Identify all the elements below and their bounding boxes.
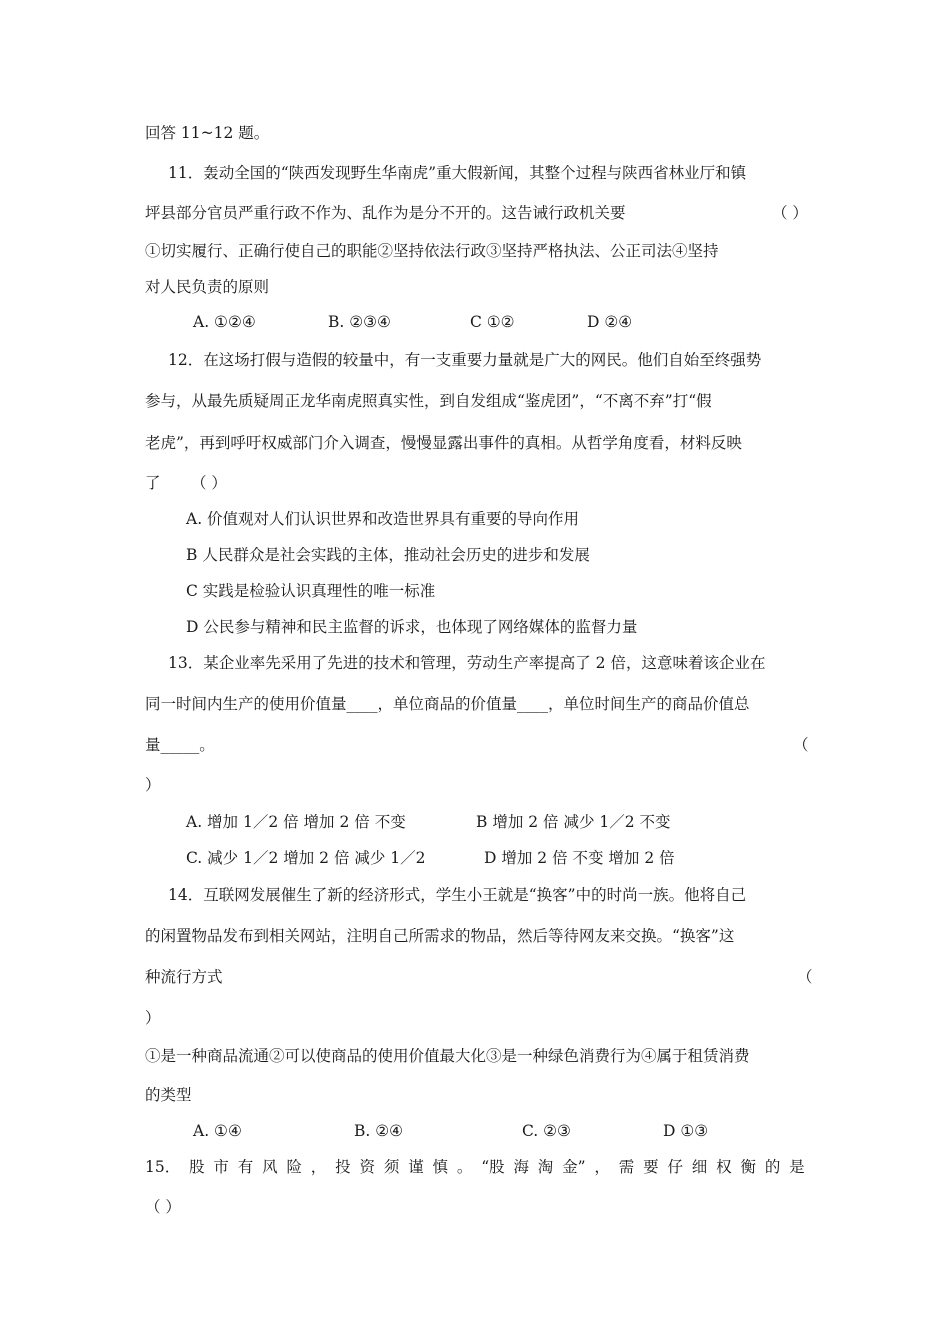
q13-bracket-close: ）	[145, 776, 161, 794]
q15-char: 权	[716, 1158, 732, 1176]
q11-line-3: ①切实履行、正确行使自己的职能②坚持依法行政③坚持严格执法、公正司法④坚持	[145, 242, 719, 260]
q12-option-d: D 公民参与精神和民主监督的诉求，也体现了网络媒体的监督力量	[186, 618, 638, 636]
q14-option-d: D ①③	[663, 1122, 709, 1140]
q15-char: 需	[618, 1158, 635, 1176]
q15-char: 15．	[145, 1158, 181, 1176]
q13-option-b: B 增加 2 倍 减少 1／2 不变	[476, 813, 671, 831]
q11-option-a: A. ①②④	[193, 313, 256, 331]
q15-char: 淘	[537, 1158, 554, 1176]
q13-bracket-open: （	[793, 736, 809, 754]
q15-char: 慎	[432, 1158, 449, 1176]
q15-char: 金”	[562, 1158, 586, 1176]
q15-answer-bracket: （ ）	[145, 1198, 181, 1216]
q12-line-4: 了	[145, 474, 161, 492]
q11-line-2: 坪县部分官员严重行政不作为、乱作为是分不开的。这告诫行政机关要	[145, 204, 626, 222]
q15-char: 投	[335, 1158, 351, 1176]
q15-char: 股	[189, 1158, 205, 1176]
q11-option-b: B. ②③④	[328, 313, 391, 331]
q14-option-c: C. ②③	[522, 1122, 571, 1140]
q12-option-b: B 人民群众是社会实践的主体，推动社会历史的进步和发展	[186, 546, 590, 564]
q15-line-1	[145, 1157, 805, 1177]
q11-option-d: D ②④	[587, 313, 633, 331]
q14-line-4: ①是一种商品流通②可以使商品的使用价值最大化③是一种绿色消费行为④属于租赁消费	[145, 1047, 750, 1065]
q11-line-1: 11．轰动全国的“陕西发现野生华南虎”重大假新闻，其整个过程与陕西省林业厅和镇	[168, 164, 747, 182]
q15-char: 有	[237, 1158, 254, 1176]
q12-option-c: C 实践是检验认识真理性的唯一标准	[186, 582, 436, 600]
q15-char: 的	[764, 1158, 781, 1176]
intro-text: 回答 11~12 题。	[145, 124, 270, 142]
q15-char: 资	[359, 1158, 375, 1176]
q12-line-2: 参与，从最先质疑周正龙华南虎照真实性，到自发组成“鉴虎团”，“不离不弃”打“假	[145, 392, 712, 410]
q15-char: 险	[286, 1158, 302, 1176]
q11-option-c: C ①②	[470, 313, 515, 331]
q14-option-a: A. ①④	[193, 1122, 242, 1140]
q14-bracket-open: （	[797, 968, 813, 986]
q14-line-2: 的闲置物品发布到相关网站，注明自己所需求的物品，然后等待网友来交换。“换客”这	[145, 927, 735, 945]
q13-line-3: 量_____。	[145, 736, 215, 754]
q13-line-2: 同一时间内生产的使用价值量____，单位商品的价值量____，单位时间生产的商品价值总	[145, 695, 750, 713]
q11-answer-bracket: （ ）	[772, 204, 808, 222]
q14-bracket-close: ）	[145, 1009, 161, 1027]
q15-char: “股	[481, 1158, 505, 1176]
q15-char: 。	[456, 1158, 473, 1176]
q15-char: 市	[213, 1158, 229, 1176]
q15-char: 细	[691, 1158, 708, 1176]
q15-char: 仔	[667, 1158, 683, 1176]
q13-line-1: 13．某企业率先采用了先进的技术和管理，劳动生产率提高了 2 倍，这意味着该企业在	[168, 654, 766, 672]
q15-char: ，	[594, 1158, 610, 1176]
q12-line-1: 12．在这场打假与造假的较量中，有一支重要力量就是广大的网民。他们自始至终强势	[168, 351, 762, 369]
q15-char: 须	[383, 1158, 400, 1176]
q14-line-3: 种流行方式	[145, 968, 223, 986]
q13-option-a: A. 增加 1／2 倍 增加 2 倍 不变	[186, 813, 406, 831]
q13-option-c: C. 减少 1／2 增加 2 倍 减少 1／2	[186, 849, 426, 867]
q12-line-3: 老虎”，再到呼吁权威部门介入调查，慢慢显露出事件的真相。从哲学角度看，材料反映	[145, 434, 742, 452]
q15-char: 是	[789, 1158, 805, 1176]
q13-option-d: D 增加 2 倍 不变 增加 2 倍	[484, 849, 675, 867]
q12-option-a: A. 价值观对人们认识世界和改造世界具有重要的导向作用	[186, 510, 580, 528]
q15-char: 海	[513, 1158, 529, 1176]
q14-line-5: 的类型	[145, 1086, 192, 1104]
q14-option-b: B. ②④	[354, 1122, 404, 1140]
q15-char: 谨	[408, 1158, 424, 1176]
q15-char: 要	[643, 1158, 659, 1176]
q15-char: 衡	[740, 1158, 756, 1176]
q15-char: ，	[310, 1158, 327, 1176]
q15-char: 风	[262, 1158, 278, 1176]
q14-line-1: 14．互联网发展催生了新的经济形式，学生小王就是“换客”中的时尚一族。他将自己	[168, 886, 747, 904]
q11-line-4: 对人民负责的原则	[145, 278, 270, 296]
q12-answer-bracket: （ ）	[191, 474, 227, 492]
